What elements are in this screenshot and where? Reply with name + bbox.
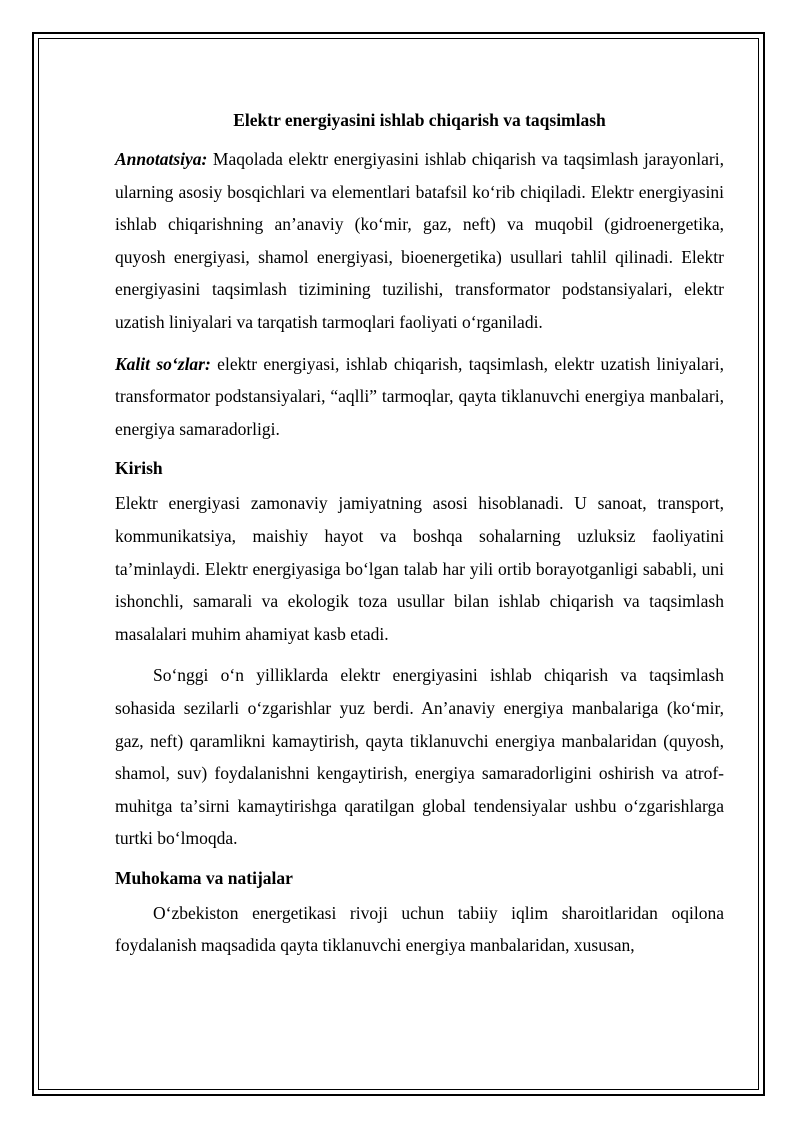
intro-paragraph-1: Elektr energiyasi zamonaviy jamiyatning asosi hisoblanadi. U sanoat, transport, kommunikatsiya, maishiy hayot va boshqa sohalarning uzluksiz faoliyatini taʼminlaydi. Elektr energiyasiga boʻlgan talab har yili ortib borayotganligi sababli, uni ishonchli, samarali va ekologik toza usullar bilan ishlab chiqarish va taqsimlash masalalari muhim ahamiyat kasb etadi.	[115, 493, 724, 644]
annotation-label: Annotatsiya:	[115, 149, 208, 169]
intro-heading: Kirish	[115, 458, 163, 479]
annotation-paragraph	[115, 143, 724, 339]
keywords-paragraph	[115, 348, 724, 446]
annotation-text: Maqolada elektr energiyasini ishlab chiqarish va taqsimlash jarayonlari, ularning asosiy bosqichlari va elementlari batafsil koʻrib chiqiladi. Elektr energiyasini ishlab chiqarishning anʼanaviy (koʻmir, gaz, neft) va muqobil (gidroenergetika, quyosh energiyasi, shamol energiyasi, bioenergetika) usullari tahlil qilinadi. Elektr energiyasini taqsimlash tizimining tuzilishi, transformator podstansiyalari, elektr uzatish liniyalari va tarqatish tarmoqlari faoliyati oʻrganiladi.	[115, 149, 724, 332]
document-title: Elektr energiyasini ishlab chiqarish va taqsimlash	[233, 110, 606, 130]
keywords-label: Kalit soʻzlar:	[115, 353, 211, 374]
discussion-paragraph-1: Oʻzbekiston energetikasi rivoji uchun tabiiy iqlim sharoitlaridan oqilona foydalanish maqsadida qayta tiklanuvchi energiya manbalaridan, xususan,	[115, 902, 724, 956]
keywords-text: elektr energiyasi, ishlab chiqarish, taqsimlash, elektr uzatish liniyalari, transformator podstansiyalari, “aqlli” tarmoqlar, qayta tiklanuvchi energiya manbalari, energiya samaradorligi.	[115, 353, 724, 439]
document-body	[115, 107, 724, 971]
discussion-heading: Muhokama va natijalar	[115, 867, 293, 888]
intro-paragraph-2: Soʻnggi oʻn yilliklarda elektr energiyasini ishlab chiqarish va taqsimlash sohasida sezilarli oʻzgarishlar yuz berdi. Anʼanaviy energiya manbalariga (koʻmir, gaz, neft) qaramlikni kamaytirish, qayta tiklanuvchi energiya manbalaridan (quyosh, shamol, suv) foydalanishni kengaytirish, energiya samaradorligini oshirish va atrof-muhitga taʼsirni kamaytirishga qaratilgan global tendensiyalar ushbu oʻzgarishlarga turtki boʻlmoqda.	[115, 665, 724, 849]
